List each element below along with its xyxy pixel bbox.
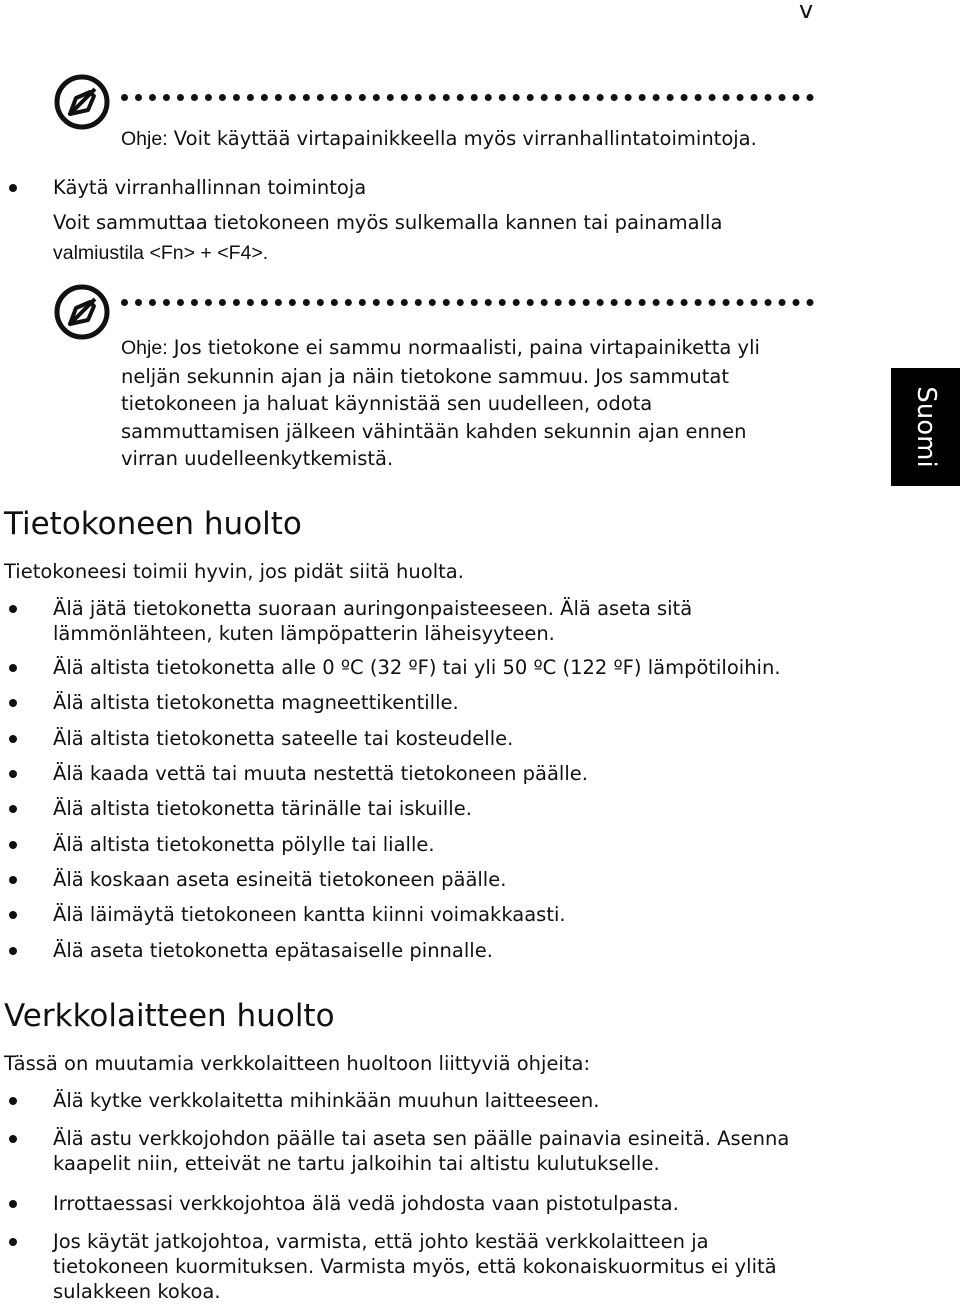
- bullet: [9, 1135, 17, 1143]
- note-pencil-icon: [54, 74, 110, 130]
- bullet: [9, 876, 17, 884]
- list-item-line: Jos käytät jatkojohtoa, varmista, että johto kestää verkkolaitteen ja: [53, 1230, 709, 1253]
- bullet: [9, 1238, 17, 1246]
- list-item-text: Voit sammuttaa tietokoneen myös sulkemalla kannen tai painamalla: [53, 211, 723, 234]
- note-divider: [121, 299, 814, 316]
- bullet: [9, 805, 17, 813]
- list-item: [53, 866, 833, 894]
- bullet: [9, 911, 17, 919]
- bullet: [9, 841, 17, 849]
- note-label: Ohje:: [121, 128, 168, 150]
- list-item-line: Älä astu verkkojohdon päälle tai aseta sen päälle painavia esineitä. Asenna: [53, 1127, 790, 1150]
- list-item-line: kaapelit niin, etteivät ne tartu jalkoihin tai altistu kulutukselle.: [53, 1152, 660, 1175]
- language-tab: [891, 368, 960, 486]
- list-item-line: sulakkeen kokoa.: [53, 1280, 221, 1303]
- list-item: [53, 1228, 833, 1306]
- list-item-line: Älä kytke verkkolaitetta mihinkään muuhun laitteeseen.: [53, 1089, 600, 1112]
- bullet: [9, 605, 17, 613]
- bullet: [9, 770, 17, 778]
- section-intro: Tietokoneesi toimii hyvin, jos pidät siitä huolta.: [4, 560, 464, 583]
- bullet: [9, 1097, 17, 1105]
- list-item-line: Älä läimäytä tietokoneen kantta kiinni voimakkaasti.: [53, 903, 566, 926]
- list-item-text: valmiustila <Fn> + <F4>.: [53, 242, 269, 264]
- list-item: [53, 725, 833, 753]
- bullet: [9, 735, 17, 743]
- bullet: [9, 699, 17, 707]
- list-item-line: Älä altista tietokonetta sateelle tai kosteudelle.: [53, 727, 514, 750]
- list-item-line: Älä jätä tietokonetta suoraan auringonpaisteeseen. Älä aseta sitä: [53, 597, 693, 620]
- section-intro: Tässä on muutamia verkkolaitteen huoltoon liittyviä ohjeita:: [4, 1052, 591, 1075]
- note-divider: [121, 94, 814, 111]
- bullet: [9, 1200, 17, 1208]
- list-item: [53, 654, 833, 682]
- page-number: v: [799, 0, 814, 24]
- list-item-line: Älä altista tietokonetta tärinälle tai iskuille.: [53, 797, 472, 820]
- language-tab-label: Suomi: [910, 386, 941, 468]
- section-heading: Verkkolaitteen huolto: [4, 998, 335, 1034]
- bullet: [9, 184, 17, 192]
- note-2: Ohje: Jos tietokone ei sammu normaalisti, paina virtapainiketta yli neljän sekunnin ajan ja näin tietokone sammuu. Jos sammutat tietokoneen ja haluat käynnistää sen uudelleen, odota sammuttamisen jälkeen vähintään kahden sekunnin ajan ennen virran uudelleenkytkemistä.: [121, 336, 760, 470]
- list-item: [53, 901, 833, 929]
- section-heading: Tietokoneen huolto: [4, 506, 302, 542]
- list-item: [53, 595, 833, 648]
- note-pencil-icon: [54, 284, 110, 340]
- list-item-line: Älä altista tietokonetta pölylle tai lialle.: [53, 833, 435, 856]
- list-item-line: tietokoneen kuormituksen. Varmista myös, että kokonaiskuormitus ei ylitä: [53, 1255, 777, 1278]
- list-item-line: Irrottaessasi verkkojohtoa älä vedä johdosta vaan pistotulpasta.: [53, 1192, 679, 1215]
- list-item: [53, 937, 833, 965]
- list-item: [53, 1125, 833, 1178]
- list-item: [53, 1190, 833, 1218]
- bullet: [9, 664, 17, 672]
- list-item: [53, 760, 833, 788]
- list-item: [53, 831, 833, 859]
- list-item: [53, 1087, 833, 1115]
- list-item-line: lämmönlähteen, kuten lämpöpatterin läheisyyteen.: [53, 622, 555, 645]
- list-item-line: Älä koskaan aseta esineitä tietokoneen päälle.: [53, 868, 507, 891]
- list-item-title: Käytä virranhallinnan toimintoja: [53, 176, 367, 199]
- list-item-line: Älä altista tietokonetta alle 0 ºC (32 ºF) tai yli 50 ºC (122 ºF) lämpötiloihin.: [53, 656, 781, 679]
- note-text: Voit käyttää virtapainikkeella myös virranhallintatoimintoja.: [167, 127, 757, 150]
- bullet: [9, 947, 17, 955]
- list-item-line: Älä altista tietokonetta magneettikentille.: [53, 691, 459, 714]
- note-1: [121, 125, 821, 154]
- list-item: [53, 689, 833, 717]
- list-item: [53, 795, 833, 823]
- list-item-line: Älä aseta tietokonetta epätasaiselle pinnalle.: [53, 939, 493, 962]
- list-item-line: Älä kaada vettä tai muuta nestettä tietokoneen päälle.: [53, 762, 588, 785]
- note-label: Ohje:: [121, 337, 168, 359]
